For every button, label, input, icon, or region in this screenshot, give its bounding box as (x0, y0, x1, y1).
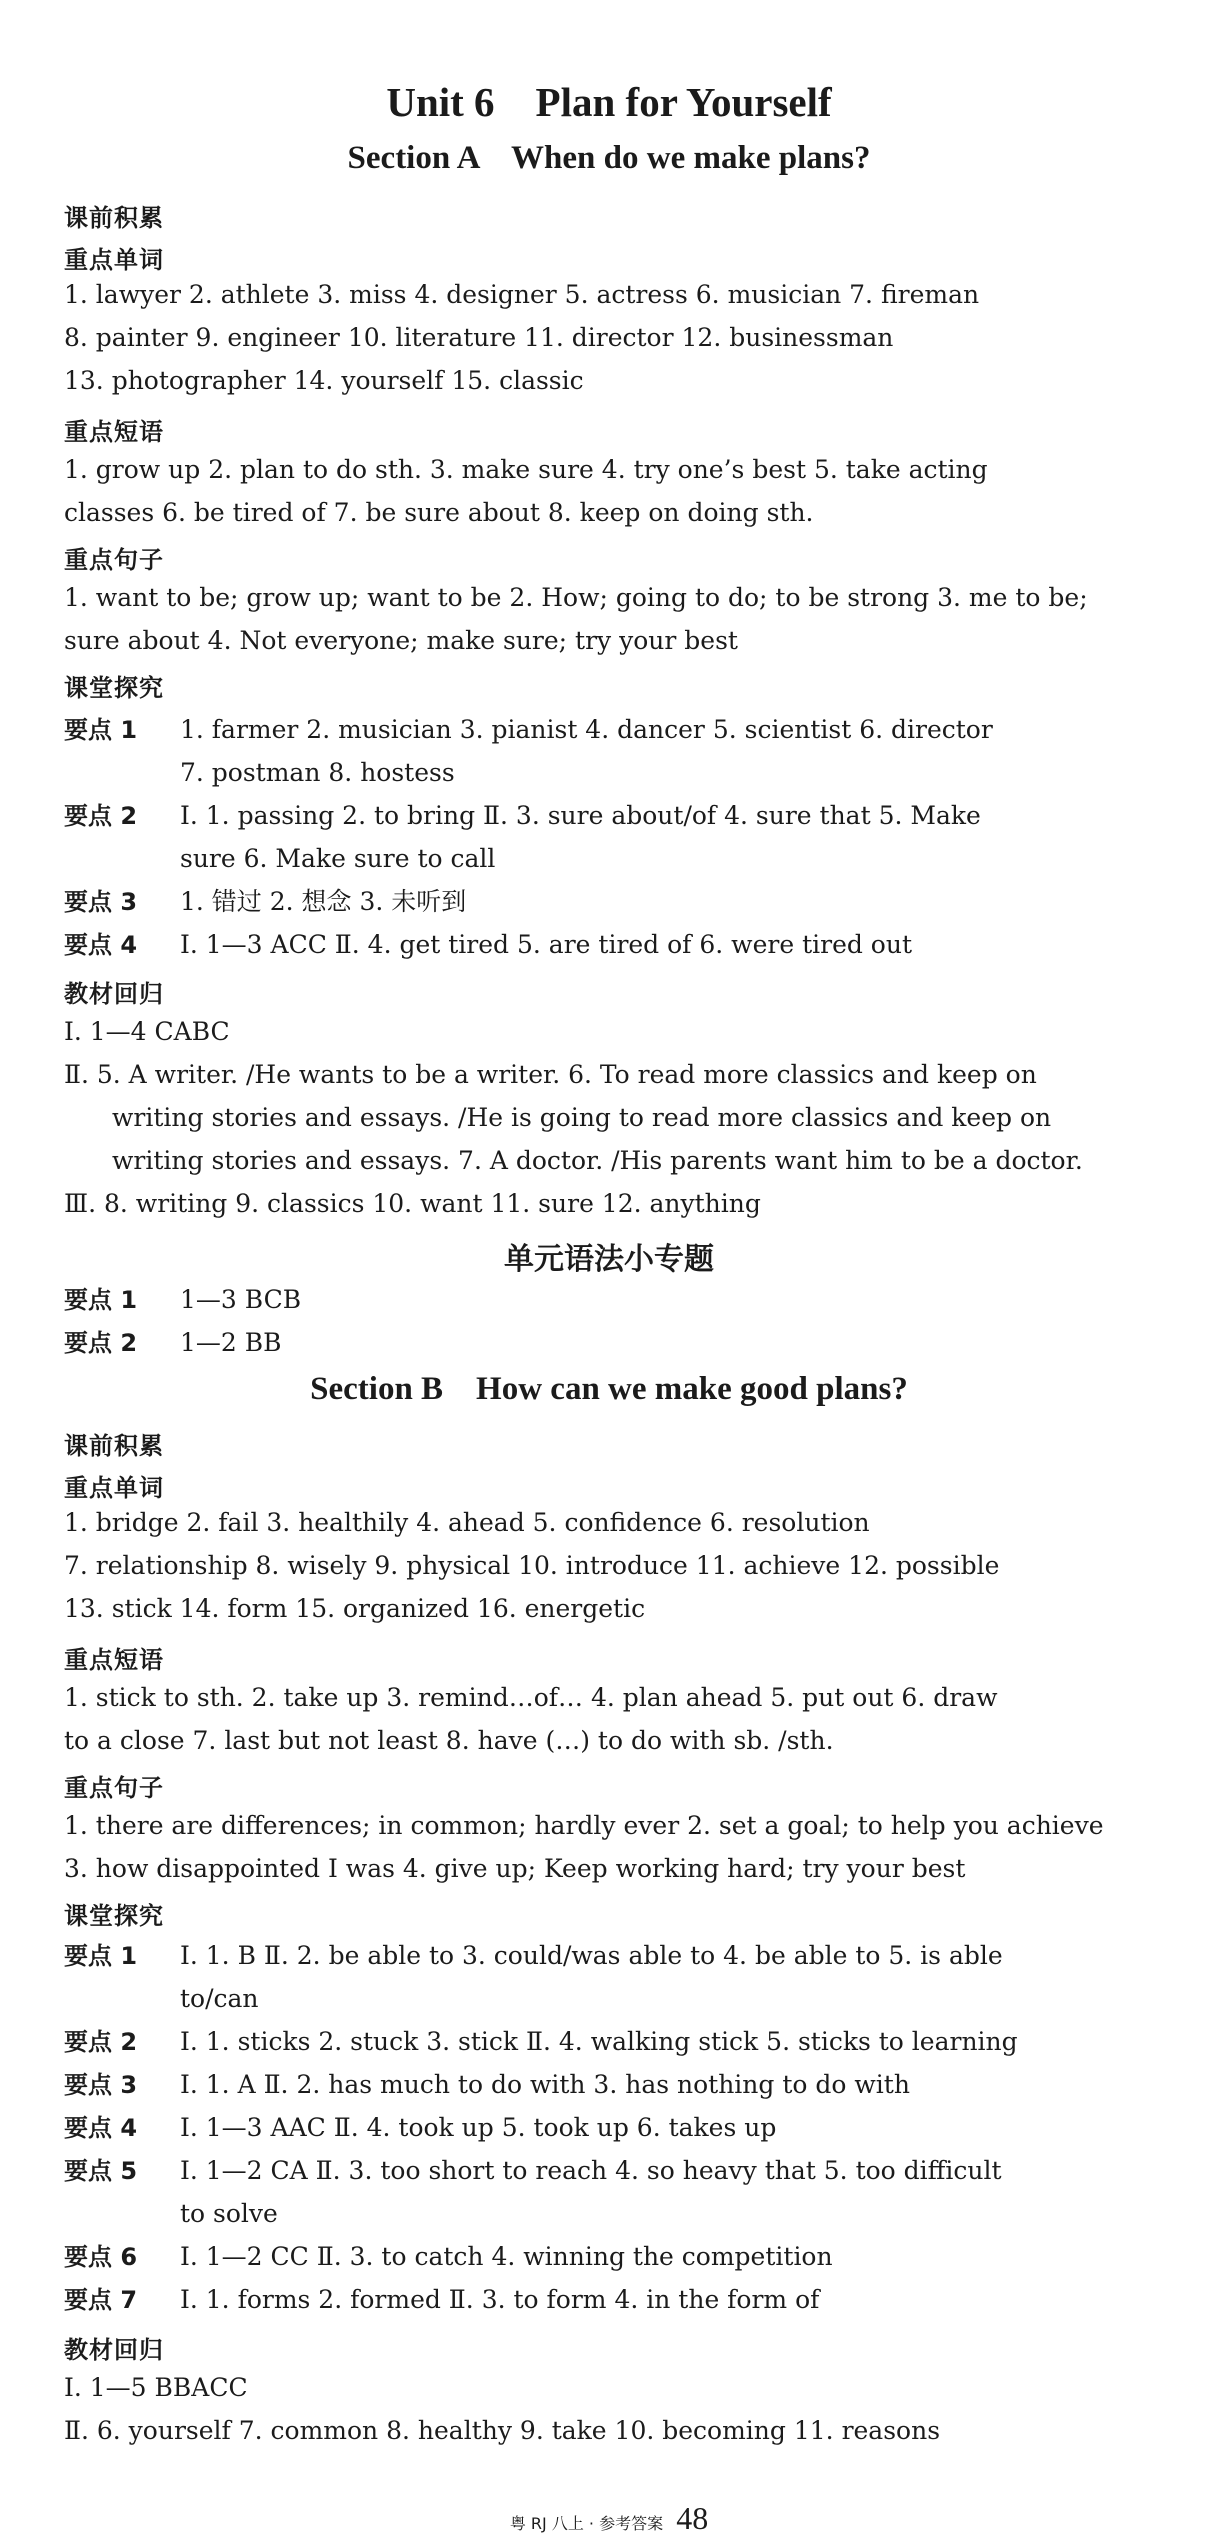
section-a-point-line: 1. 错过 2. 想念 3. 未听到 (180, 887, 467, 916)
section-a-point-label: 要点 3 (64, 888, 138, 916)
grammar-title: 单元语法小专题 (504, 1242, 714, 1277)
unit-title: Unit 6 Plan for Yourself (386, 79, 832, 125)
section-b-title: Section B How can we make good plans? (310, 1371, 908, 1407)
section-a-point-line: Ⅰ. 1—3 ACC Ⅱ. 4. get tired 5. are tired of 6. were tired out (180, 930, 913, 959)
section-b-textbook-line: Ⅰ. 1—5 BBACC (64, 2373, 248, 2402)
section-a-words-line: 1. lawyer 2. athlete 3. miss 4. designer 5. actress 6. musician 7. fireman (64, 280, 980, 309)
section-a-point-line: sure 6. Make sure to call (180, 844, 496, 873)
page-number: 48 (676, 2500, 709, 2536)
section-b-textbook-heading: 教材回归 (64, 2336, 164, 2364)
section-a-textbook-heading: 教材回归 (64, 980, 164, 1008)
section-a-words-line: 13. photographer 14. yourself 15. classic (64, 366, 584, 395)
section-b-words-line: 7. relationship 8. wisely 9. physical 10. introduce 11. achieve 12. possible (64, 1551, 1000, 1580)
section-a-point-label: 要点 2 (64, 802, 138, 830)
footer-label: 粤 RJ 八上 · 参考答案 (509, 2514, 664, 2533)
section-b-words-heading: 重点单词 (64, 1474, 164, 1502)
section-a-phrases-line: 1. grow up 2. plan to do sth. 3. make sure 4. try one’s best 5. take acting (64, 455, 988, 484)
section-b-point-label: 要点 6 (64, 2243, 138, 2271)
section-a-textbook-line: Ⅲ. 8. writing 9. classics 10. want 11. sure 12. anything (64, 1189, 761, 1218)
section-a-pre-class-heading: 课前积累 (64, 204, 164, 232)
section-b-point-label: 要点 5 (64, 2157, 138, 2185)
grammar-point-text: 1—3 BCB (180, 1285, 302, 1314)
section-b-words-line: 1. bridge 2. fail 3. healthily 4. ahead 5. confidence 6. resolution (64, 1508, 870, 1537)
section-a-textbook-line: Ⅰ. 1—4 CABC (64, 1017, 230, 1046)
section-a-point-line: 1. farmer 2. musician 3. pianist 4. dancer 5. scientist 6. director (180, 715, 993, 744)
section-b-textbook-line: Ⅱ. 6. yourself 7. common 8. healthy 9. take 10. becoming 11. reasons (64, 2416, 941, 2445)
grammar-point-label: 要点 2 (64, 1329, 138, 1357)
section-a-point-label: 要点 1 (64, 716, 138, 744)
section-b-point-label: 要点 1 (64, 1942, 138, 1970)
section-a-words-line: 8. painter 9. engineer 10. literature 11. director 12. businessman (64, 323, 894, 352)
section-b-sentences-heading: 重点句子 (64, 1774, 164, 1802)
grammar-point-label: 要点 1 (64, 1286, 138, 1314)
section-a-sentences-heading: 重点句子 (64, 546, 164, 574)
section-b-phrases-line: 1. stick to sth. 2. take up 3. remind…of… 4. plan ahead 5. put out 6. draw (64, 1683, 998, 1712)
section-b-point-label: 要点 7 (64, 2286, 138, 2314)
section-b-point-line: Ⅰ. 1. A Ⅱ. 2. has much to do with 3. has nothing to do with (180, 2070, 910, 2099)
section-b-point-line: Ⅰ. 1. forms 2. formed Ⅱ. 3. to form 4. in the form of (180, 2285, 820, 2314)
section-b-point-line: to solve (180, 2199, 278, 2228)
section-b-point-label: 要点 3 (64, 2071, 138, 2099)
section-b-phrases-line: to a close 7. last but not least 8. have (…) to do with sb. /sth. (64, 1726, 834, 1755)
section-b-class-explore-heading: 课堂探究 (64, 1902, 164, 1930)
section-a-textbook-line: Ⅱ. 5. A writer. /He wants to be a writer. 6. To read more classics and keep on (64, 1060, 1037, 1089)
section-a-title: Section A When do we make plans? (347, 140, 871, 176)
section-b-pre-class-heading: 课前积累 (64, 1432, 164, 1460)
section-a-point-label: 要点 4 (64, 931, 138, 959)
section-a-sentences-line: sure about 4. Not everyone; make sure; try your best (64, 626, 738, 655)
section-b-phrases-heading: 重点短语 (64, 1646, 164, 1674)
page-footer (0, 2500, 1218, 2537)
section-a-phrases-line: classes 6. be tired of 7. be sure about 8. keep on doing sth. (64, 498, 814, 527)
section-b-point-line: to/can (180, 1984, 259, 2013)
section-b-point-line: Ⅰ. 1—2 CC Ⅱ. 3. to catch 4. winning the competition (180, 2242, 833, 2271)
section-a-point-line: Ⅰ. 1. passing 2. to bring Ⅱ. 3. sure about/of 4. sure that 5. Make (180, 801, 981, 830)
section-b-point-label: 要点 2 (64, 2028, 138, 2056)
section-b-point-line: Ⅰ. 1. sticks 2. stuck 3. stick Ⅱ. 4. walking stick 5. sticks to learning (180, 2027, 1018, 2056)
section-b-words-line: 13. stick 14. form 15. organized 16. energetic (64, 1594, 646, 1623)
section-b-point-line: Ⅰ. 1—3 AAC Ⅱ. 4. took up 5. took up 6. takes up (180, 2113, 777, 2142)
section-b-sentences-line: 3. how disappointed I was 4. give up; Keep working hard; try your best (64, 1854, 966, 1883)
section-a-class-explore-heading: 课堂探究 (64, 674, 164, 702)
section-b-sentences-line: 1. there are differences; in common; hardly ever 2. set a goal; to help you achieve (64, 1811, 1104, 1840)
section-a-point-line: 7. postman 8. hostess (180, 758, 455, 787)
section-a-textbook-line: writing stories and essays. 7. A doctor. /His parents want him to be a doctor. (112, 1146, 1083, 1175)
section-b-point-line: Ⅰ. 1. B Ⅱ. 2. be able to 3. could/was able to 4. be able to 5. is able (180, 1941, 1003, 1970)
section-a-sentences-line: 1. want to be; grow up; want to be 2. How; going to do; to be strong 3. me to be; (64, 583, 1088, 612)
section-a-words-heading: 重点单词 (64, 246, 164, 274)
section-a-phrases-heading: 重点短语 (64, 418, 164, 446)
section-b-point-label: 要点 4 (64, 2114, 138, 2142)
grammar-point-text: 1—2 BB (180, 1328, 282, 1357)
section-a-textbook-line: writing stories and essays. /He is going to read more classics and keep on (112, 1103, 1052, 1132)
section-b-point-line: Ⅰ. 1—2 CA Ⅱ. 3. too short to reach 4. so heavy that 5. too difficult (180, 2156, 1002, 2185)
